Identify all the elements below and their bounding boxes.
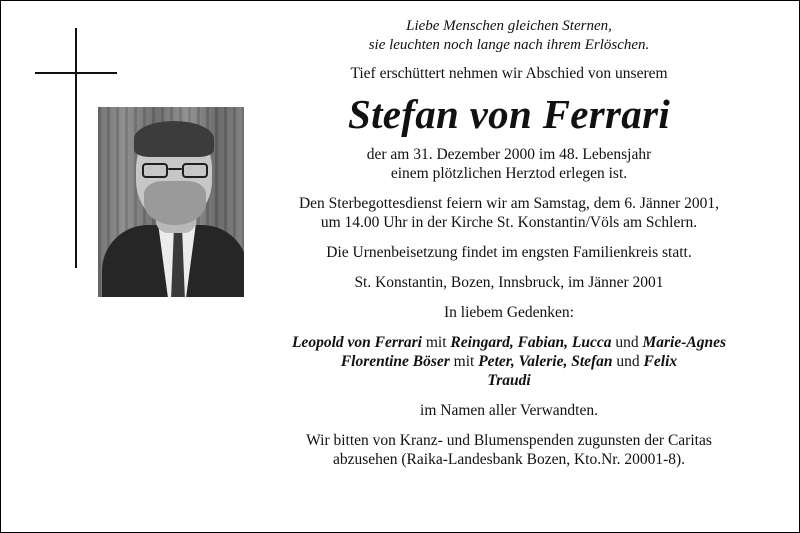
mourner-name: Peter, Valerie, Stefan bbox=[478, 353, 613, 370]
mourners-list bbox=[263, 333, 755, 390]
mourner-name: Marie-Agnes bbox=[642, 334, 727, 351]
death-notice bbox=[263, 145, 755, 183]
donation-request bbox=[263, 431, 755, 469]
relatives-text: im Namen aller Verwandten. bbox=[420, 402, 598, 419]
service-line-1: Den Sterbegottesdienst feiern wir am Samstag, dem 6. Jänner 2001, bbox=[298, 195, 720, 212]
intro-text: Tief erschüttert nehmen wir Abschied von unserem bbox=[350, 65, 668, 82]
donation-line-1: Wir bitten von Kranz- und Blumenspenden zugunsten der Caritas bbox=[306, 432, 712, 449]
motto-line-2: sie leuchten noch lange nach ihrem Erlöschen. bbox=[368, 37, 650, 53]
mourner-name: Traudi bbox=[487, 372, 531, 389]
death-line-1: der am 31. Dezember 2000 im 48. Lebensjahr bbox=[366, 146, 652, 163]
service-line-2: um 14.00 Uhr in der Kirche St. Konstantin/Völs am Schlern. bbox=[320, 214, 698, 231]
mourner-name: Florentine Böser bbox=[340, 353, 450, 370]
connector-text: und bbox=[612, 353, 644, 370]
motto-line-1: Liebe Menschen gleichen Sternen, bbox=[406, 18, 612, 34]
deceased-name: Stefan von Ferrari bbox=[347, 91, 671, 137]
service-info bbox=[263, 194, 755, 232]
urn-burial-text: Die Urnenbeisetzung findet im engsten Familienkreis statt. bbox=[326, 244, 692, 261]
mourner-name: Reingard, Fabian, Lucca bbox=[450, 334, 612, 351]
portrait-photo bbox=[98, 107, 244, 297]
remembrance-heading: In liebem Gedenken: bbox=[444, 304, 574, 321]
place-date: St. Konstantin, Bozen, Innsbruck, im Jänner 2001 bbox=[354, 274, 664, 291]
cross-icon-horizontal-beam bbox=[35, 72, 117, 74]
notice-text bbox=[263, 17, 755, 469]
connector-text: mit bbox=[422, 334, 451, 351]
mourner-name: Leopold von Ferrari bbox=[291, 334, 422, 351]
donation-line-2: abzusehen (Raika-Landesbank Bozen, Kto.Nr. 20001-8). bbox=[332, 451, 686, 468]
connector-text: und bbox=[611, 334, 643, 351]
motto bbox=[263, 17, 755, 55]
death-line-2: einem plötzlichen Herztod erlegen ist. bbox=[390, 165, 628, 182]
cross-icon-vertical-beam bbox=[75, 28, 77, 268]
mourner-name: Felix bbox=[643, 353, 678, 370]
connector-text: mit bbox=[449, 353, 479, 370]
